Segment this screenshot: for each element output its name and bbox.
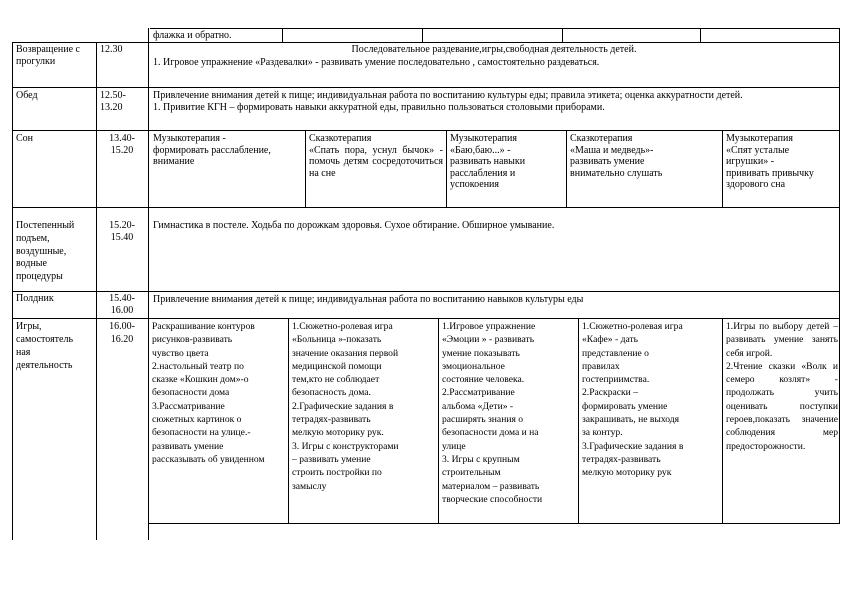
return-walk-exercise: 1. Игровое упражнение «Раздевалки» - развивать умение последовательно , самостоятельно раздеваться.	[153, 57, 600, 68]
snack-text: Привлечение внимания детей к пище; индивидуальная работа по воспитанию навыков культуры еды	[153, 294, 584, 305]
lunch-time: 12.50- 13.20	[100, 90, 126, 113]
games-time: 16.00- 16.20	[109, 321, 135, 345]
sleep-time: 13.40- 15.20	[109, 133, 135, 156]
sleep-cell: Сказкотерапия «Маша и медведь»- развивать умение внимательно слушать	[570, 133, 663, 179]
col-border	[12, 42, 13, 540]
col-border	[566, 130, 567, 207]
sleep-label: Сон	[16, 133, 34, 144]
col-border	[148, 28, 149, 540]
games-cell: 1.Игровое упражнение «Эмоции » - развивать умение показывать эмоциональное состояние человека. 2.Рассматривание альбома «Дети» - расширять знания о безопасности дома и на улице 3. Игры с крупным строительным материалом – развивать творческие способности	[442, 321, 543, 505]
col-border	[722, 130, 723, 207]
sleep-cell: Сказкотерапия «Спать пора, уснул бычок» - помочь детям сосредоточиться на сне	[309, 133, 443, 179]
col-border	[839, 28, 840, 524]
wakeup-label: Постепенный подъем, воздушные, водные процедуры	[16, 220, 75, 283]
snack-time: 15.40- 16.00	[109, 293, 135, 316]
return-walk-label: Возвращение с прогулки	[16, 44, 80, 67]
games-cell: Раскрашивание контуров рисунков-развивать чувство цвета 2.настольный театр по сказке «Кошкин дом»-о безопасности дома 3.Рассматривание сюжетных картинок о безопасности на улице.- развивать умение рассказывать об увиденном	[152, 321, 265, 465]
row-border	[150, 28, 840, 29]
row-border	[12, 130, 840, 131]
row-border	[12, 291, 840, 292]
col-border	[438, 318, 439, 524]
wakeup-time: 15.20- 15.40	[109, 220, 135, 243]
col-border	[722, 318, 723, 524]
row-border	[12, 318, 840, 319]
return-walk-activity: Последовательное раздевание,игры,свободная деятельность детей.	[351, 44, 637, 55]
row-border	[12, 207, 840, 208]
games-cell: 1.Сюжетно-ролевая игра «Больница »-показать значение оказания первой медицинской помощи тем,кто не соблюдает безопасность дома. 2.Графические задания в тетрадях-развивать мелкую моторику рук. 3. Игры с конструкторами – развивать умение строить постройки по замыслу	[292, 321, 399, 492]
lunch-label: Обед	[16, 90, 38, 101]
row-border	[148, 523, 840, 524]
sleep-cell: Музыкотерапия «Баю,баю...» - развивать навыки расслабления и успокоения	[450, 133, 526, 190]
row-border	[12, 42, 840, 43]
return-walk-time: 12.30	[100, 44, 123, 55]
col-border	[446, 130, 447, 207]
col-border	[96, 42, 97, 540]
col-border	[422, 28, 423, 42]
top-row-text: флажка и обратно.	[153, 30, 232, 41]
sleep-cell: Музыкотерапия - формировать расслабление, внимание	[153, 133, 271, 167]
games-label: Игры, самостоятель ная деятельность	[16, 321, 74, 371]
col-border	[282, 28, 283, 42]
col-border	[288, 318, 289, 524]
wakeup-text: Гимнастика в постеле. Ходьба по дорожкам здоровья. Сухое обтирание. Обширное умывание.	[153, 220, 555, 231]
games-cell: 1.Сюжетно-ролевая игра «Кафе» - дать представление о правилах гостеприимства. 2.Раскраски – формировать умение закрашивать, не выходя за контур. 3.Графические задания в тетрадях-развивать мелкую моторику рук	[582, 321, 684, 479]
col-border	[562, 28, 563, 42]
snack-label: Полдник	[16, 293, 54, 304]
col-border	[700, 28, 701, 42]
row-border	[12, 87, 840, 88]
lunch-text: Привлечение внимания детей к пище; индивидуальная работа по воспитанию культуры еды; правила этикета; оценка аккуратности детей. 1. Привитие КГН – формировать навыки аккуратной еды, правильно пользоваться столовыми приборами.	[153, 90, 743, 113]
col-border	[578, 318, 579, 524]
col-border	[305, 130, 306, 207]
games-cell: 1.Игры по выбору детей – развивать умение занять себя игрой. 2.Чтение сказки «Волк и семеро козлят» - продолжать учить оценивать поступки героев,показать значение соблюдения мер предосторожности.	[726, 321, 838, 452]
sleep-cell: Музыкотерапия «Спят усталые игрушки» - прививать привычку здорового сна	[726, 133, 814, 190]
